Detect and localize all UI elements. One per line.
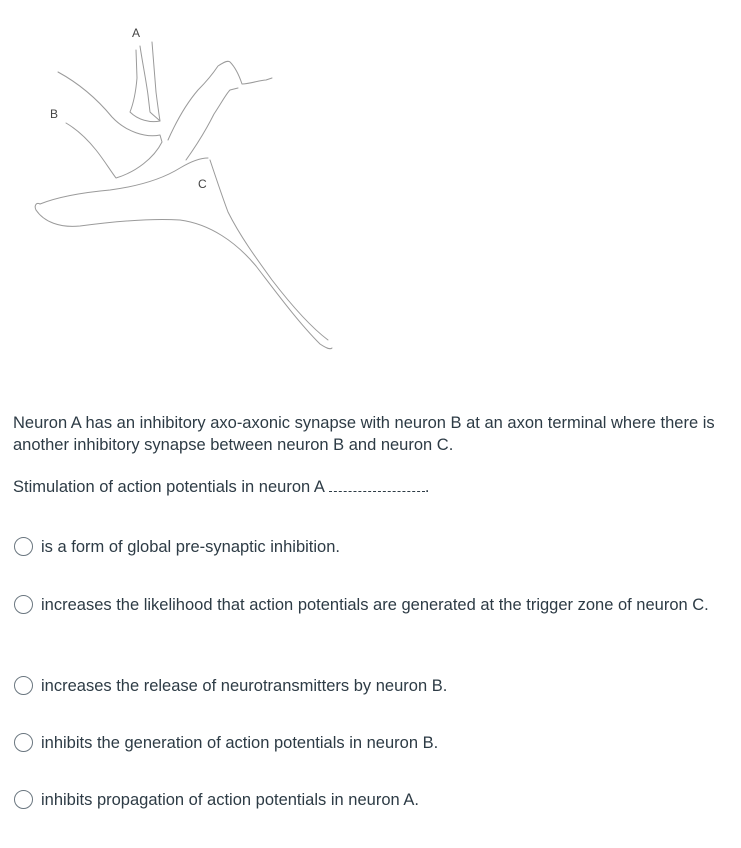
answer-option-1-label: is a form of global pre-synaptic inhibition. — [41, 538, 340, 556]
answer-option-5[interactable] — [14, 789, 726, 811]
answer-option-5-label: inhibits propagation of action potentials in neuron A. — [41, 791, 419, 809]
neuron-b-axon — [58, 72, 162, 178]
neuron-c-trunk-top — [40, 158, 208, 204]
answer-option-2[interactable] — [14, 594, 726, 616]
answer-option-3-label: increases the release of neurotransmitters by neuron B. — [41, 677, 448, 695]
label-b: B — [50, 107, 59, 121]
answer-option-2-label: increases the likelihood that action potentials are generated at the trigger zone of neuron C. — [41, 596, 709, 614]
radio-button-3[interactable] — [14, 676, 33, 695]
radio-button-2[interactable] — [14, 595, 33, 614]
question-prompt-end: . — [424, 478, 430, 496]
answer-option-1[interactable] — [14, 536, 726, 558]
radio-button-5[interactable] — [14, 790, 33, 809]
answer-option-4[interactable] — [14, 732, 726, 754]
answer-blank — [329, 477, 425, 492]
neuron-a-axon-right-edge — [152, 42, 160, 121]
neuron-c-branch-upper — [168, 61, 272, 140]
answer-option-4-label: inhibits the generation of action potentials in neuron B. — [41, 734, 439, 752]
label-a: A — [132, 26, 141, 40]
question-prompt-text: Stimulation of action potentials in neuron A — [13, 478, 325, 496]
neuron-c-branch-lower — [186, 88, 238, 160]
question-stem: Neuron A has an inhibitory axo-axonic synapse with neuron B at an axon terminal where there is another inhibitory synapse between neuron B and neuron C. — [13, 414, 715, 454]
neuron-c-left-cap — [35, 203, 40, 210]
neuron-c-trunk-right — [210, 160, 328, 340]
radio-button-4[interactable] — [14, 733, 33, 752]
label-c: C — [198, 177, 207, 191]
answer-option-3[interactable] — [14, 675, 726, 697]
radio-button-1[interactable] — [14, 537, 33, 556]
neuron-c-trunk-bottom — [36, 210, 332, 349]
question-prompt — [13, 476, 728, 498]
neuron-diagram — [0, 0, 360, 380]
